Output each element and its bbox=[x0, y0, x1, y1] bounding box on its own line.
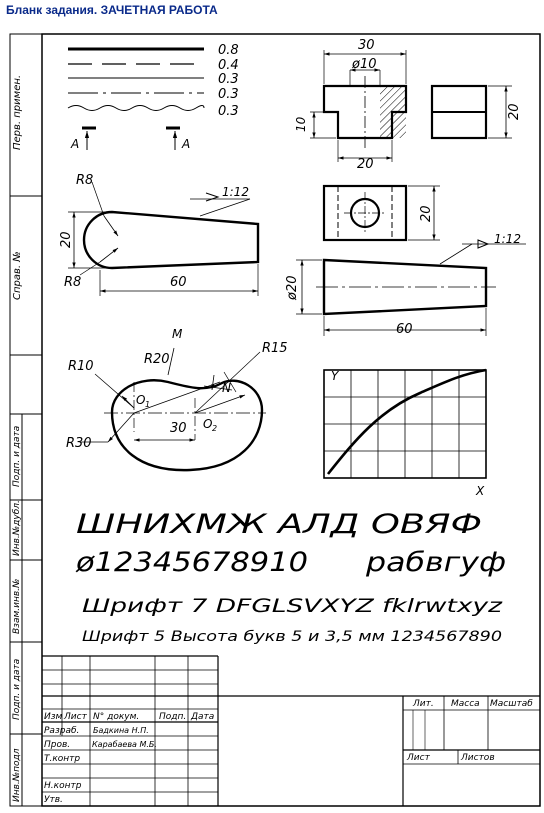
side-sprav: Справ. № bbox=[12, 251, 23, 300]
side-perv: Перв. примен. bbox=[12, 74, 23, 150]
wedge-part bbox=[68, 182, 258, 296]
stamp-podp: Подп. bbox=[159, 712, 187, 722]
dim-r15: R15 bbox=[262, 341, 288, 356]
side-invdubl: Инв.№дубл. bbox=[12, 500, 22, 556]
side-invpodl: Инв.№подл bbox=[12, 748, 22, 802]
taper-1: 1:12 bbox=[222, 185, 249, 199]
dim-60a: 60 bbox=[170, 275, 187, 290]
dim-r30: R30 bbox=[66, 436, 92, 451]
dim-20b: 20 bbox=[507, 103, 522, 120]
stamp-data: Дата bbox=[191, 712, 215, 722]
taper-2: 1:12 bbox=[494, 232, 521, 246]
line-label-3: 0.3 bbox=[218, 72, 239, 87]
axis-y: Y bbox=[331, 369, 339, 383]
line-types bbox=[68, 49, 204, 111]
center-o2: O bbox=[203, 417, 213, 431]
stamp-list2: Лист bbox=[407, 753, 430, 763]
center-o2-sub: 2 bbox=[212, 424, 218, 433]
font-line-2b: рабвгуф bbox=[364, 547, 506, 578]
section-marks bbox=[82, 128, 180, 150]
drawing-frame bbox=[42, 34, 540, 806]
dim-m: M bbox=[172, 327, 183, 341]
font-line-1: ШНИХМЖ АЛД ОВЯФ bbox=[76, 509, 482, 540]
dim-r10: R10 bbox=[68, 359, 94, 374]
dim-n: N bbox=[222, 381, 231, 395]
stamp-nkontr: Н.контр bbox=[44, 781, 82, 791]
side-podp2: Подп. и дата bbox=[12, 658, 22, 720]
kidney-part bbox=[80, 348, 266, 470]
dim-30: 30 bbox=[358, 38, 375, 53]
center-o1: O bbox=[136, 393, 146, 407]
sheet-border bbox=[10, 34, 540, 806]
dim-phi10: ø10 bbox=[352, 57, 377, 72]
stamp-list: Лист bbox=[64, 712, 87, 722]
dim-20d: 20 bbox=[59, 231, 74, 248]
line-label-4: 0.3 bbox=[218, 87, 239, 102]
section-a1: A bbox=[71, 137, 80, 151]
stamp-prov-name: Карабаева М.Б. bbox=[92, 740, 157, 749]
dim-20a: 20 bbox=[357, 157, 374, 172]
dim-r8a: R8 bbox=[76, 173, 94, 188]
stamp-utv: Утв. bbox=[44, 795, 63, 805]
stamp-tkontr: Т.контр bbox=[44, 754, 81, 764]
font-line-3: Шрифт 7 DFGLSVXYZ fklrwtxyz bbox=[82, 595, 504, 617]
font-line-2: ø12345678910 bbox=[74, 547, 308, 578]
line-label-1: 0.8 bbox=[218, 43, 239, 58]
dim-30b: 30 bbox=[170, 421, 187, 436]
dim-phi20: ø20 bbox=[285, 275, 300, 300]
section-a2: A bbox=[182, 137, 191, 151]
font-line-4: Шрифт 5 Высота букв 5 и 3,5 мм 1234567890 bbox=[82, 629, 503, 645]
side-vzam: Взам.инв.№ bbox=[12, 578, 22, 634]
side-podp1: Подп. и дата bbox=[12, 425, 22, 487]
stamp-ndokum: N° докум. bbox=[93, 712, 140, 722]
axis-x: X bbox=[476, 484, 485, 498]
dim-r20: R20 bbox=[144, 352, 170, 367]
stamp-listov: Листов bbox=[461, 753, 495, 763]
line-label-5: 0.3 bbox=[218, 104, 239, 119]
dim-r8b: R8 bbox=[64, 275, 82, 290]
line-label-2: 0.4 bbox=[218, 58, 239, 73]
stamp-masshtab: Масштаб bbox=[490, 699, 533, 709]
dim-60b: 60 bbox=[396, 322, 413, 337]
stamp-prov: Пров. bbox=[44, 740, 71, 750]
center-o1-sub: 1 bbox=[145, 400, 151, 409]
stamp-razrab-name: Бадкина Н.П. bbox=[93, 726, 149, 735]
stamp-razrab: Разраб. bbox=[44, 726, 80, 736]
dim-20c: 20 bbox=[419, 205, 434, 222]
stamp-massa: Масса bbox=[451, 699, 480, 709]
dim-10: 10 bbox=[294, 116, 308, 132]
curve-grid bbox=[324, 370, 486, 478]
stamp-lit: Лит. bbox=[413, 699, 434, 709]
page-title: Бланк задания. ЗАЧЕТНАЯ РАБОТА bbox=[6, 3, 218, 17]
t-part-side bbox=[432, 86, 512, 138]
stamp-izm: Изм bbox=[44, 712, 63, 722]
